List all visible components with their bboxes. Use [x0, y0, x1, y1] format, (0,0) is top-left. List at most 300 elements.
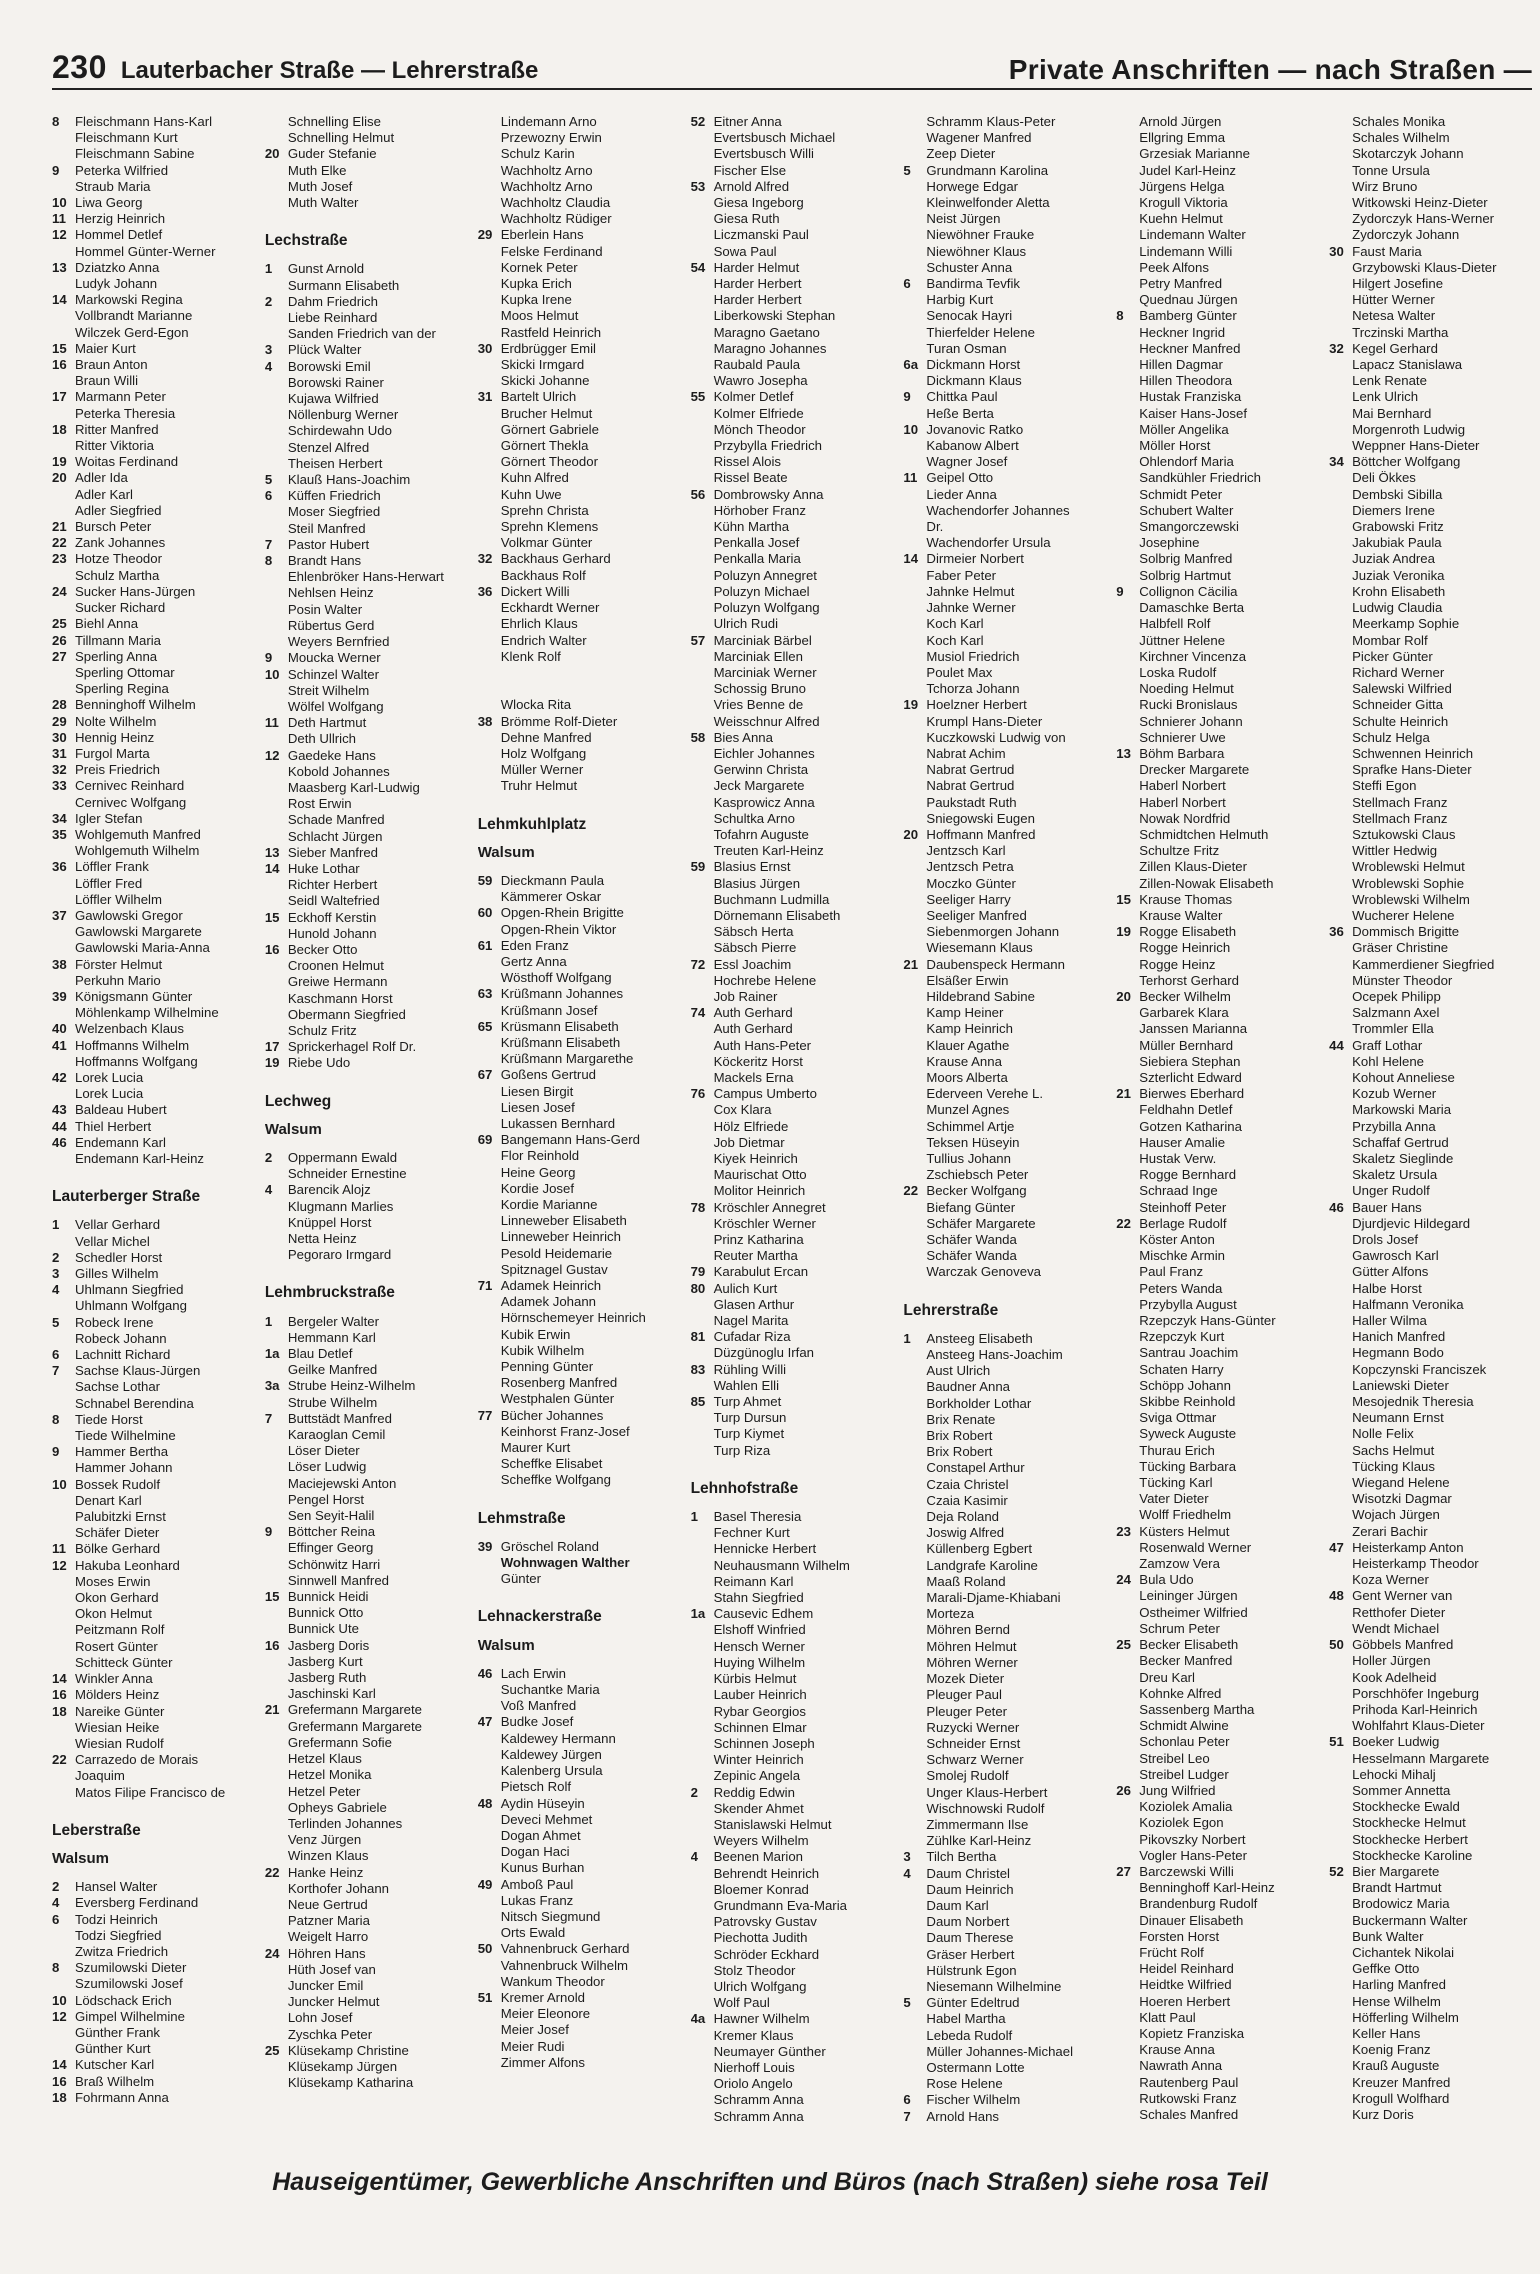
directory-entry	[478, 1747, 681, 1763]
directory-entry	[691, 876, 894, 892]
resident-name: Schneider Ernestine	[287, 1166, 407, 1182]
house-number: 13	[1116, 745, 1131, 761]
resident-name: Tullius Johann	[926, 1151, 1011, 1166]
directory-entry	[1329, 1491, 1532, 1507]
resident-name: Arnold Alfred	[713, 178, 790, 194]
resident-name: Meerkamp Sophie	[1352, 616, 1460, 632]
resident-name: Gotzen Katharina	[1139, 1118, 1242, 1134]
directory-entry	[478, 697, 681, 713]
directory-entry	[478, 487, 681, 503]
resident-name: Schade Manfred	[287, 812, 385, 828]
resident-name: Zeep Dieter	[926, 146, 996, 162]
directory-entry	[52, 1944, 255, 1960]
directory-entry	[1116, 1378, 1319, 1394]
directory-entry	[478, 1327, 681, 1343]
footer-note: Hauseigentümer, Gewerbliche Anschriften und Büros (nach Straßen) siehe rosa Teil	[272, 2168, 1268, 2196]
resident-name: Todzi Siegfried	[75, 1927, 162, 1943]
resident-name: Petry Manfred	[1139, 276, 1223, 292]
resident-name: Zerari Bachir	[1352, 1523, 1428, 1539]
resident-name: Koch Karl	[926, 616, 984, 632]
directory-entry	[903, 1785, 1106, 1801]
directory-entry	[1329, 973, 1532, 989]
resident-name: Muth Josef	[287, 178, 353, 194]
house-number: 15	[52, 340, 67, 356]
resident-name: Schaffaf Gertrud	[1352, 1134, 1449, 1150]
resident-name: Weppner Hans-Dieter	[1352, 438, 1480, 454]
resident-name: Ansteeg Hans-Joachim	[926, 1347, 1063, 1363]
resident-name: Nabrat Gertrud	[926, 778, 1015, 794]
resident-name: Steinhoff Peter	[1139, 1199, 1227, 1215]
directory-entry	[1116, 1475, 1319, 1491]
resident-name: Karaoglan Cemil	[287, 1427, 386, 1443]
resident-name: Möhren Bernd	[926, 1622, 1010, 1638]
resident-name: Maragno Gaetano	[713, 324, 820, 340]
house-number: 24	[264, 1945, 280, 1961]
directory-entry	[52, 908, 255, 924]
resident-name: Backhaus Gerhard	[500, 551, 611, 567]
resident-name: Gertz Anna	[500, 953, 567, 969]
resident-name: Damaschke Berta	[1139, 600, 1245, 616]
resident-name: Hoelzner Herbert	[926, 697, 1027, 713]
directory-entry	[903, 2060, 1106, 2076]
directory-entry	[903, 260, 1106, 276]
resident-name: Unger Rudolf	[1352, 1183, 1430, 1199]
directory-entry	[1116, 1994, 1319, 2010]
resident-name: Steil Manfred	[287, 520, 366, 536]
directory-entry	[691, 406, 894, 422]
directory-entry	[478, 970, 681, 986]
directory-entry	[478, 1731, 681, 1747]
directory-entry	[903, 1736, 1106, 1752]
resident-name: Günther Kurt	[75, 2041, 151, 2057]
directory-entry	[1329, 1119, 1532, 1135]
directory-entry	[52, 1558, 255, 1574]
directory-entry	[903, 1590, 1106, 1606]
resident-name: Sprafke Hans-Dieter	[1352, 762, 1472, 778]
district-heading: Walsum	[264, 1120, 322, 1138]
house-number: 30	[52, 729, 67, 745]
directory-entry	[265, 391, 468, 407]
directory-entry	[1329, 1232, 1532, 1248]
directory-entry	[265, 634, 468, 650]
directory-entry	[265, 1362, 468, 1378]
resident-name: Dieckmann Paula	[500, 872, 605, 888]
directory-entry	[52, 827, 255, 843]
directory-entry	[478, 873, 681, 889]
resident-name: Wohlgemuth Manfred	[75, 826, 201, 842]
directory-entry	[903, 1574, 1106, 1590]
resident-name: Küffen Friedrich	[287, 488, 381, 504]
resident-name: Sztukowski Claus	[1352, 826, 1456, 842]
directory-entry	[1329, 1151, 1532, 1167]
house-number: 36	[52, 859, 67, 875]
directory-entry	[691, 1232, 894, 1248]
directory-entry	[691, 1947, 894, 1963]
resident-name: Endemann Karl-Heinz	[75, 1151, 205, 1166]
house-number: 30	[477, 340, 493, 356]
resident-name: Kozub Werner	[1352, 1086, 1437, 1102]
directory-entry	[691, 714, 894, 730]
directory-entry	[478, 1100, 681, 1116]
resident-name: Wittler Hedwig	[1352, 843, 1438, 859]
directory-entry	[52, 1102, 255, 1118]
resident-name: Münster Theodor	[1352, 972, 1453, 988]
directory-entry	[1329, 1443, 1532, 1459]
directory-entry	[478, 1148, 681, 1164]
resident-name: Sachse Klaus-Jürgen	[75, 1363, 201, 1379]
resident-name: Meier Rudi	[500, 2038, 565, 2054]
resident-name: Krüßmann Margarethe	[500, 1051, 634, 1067]
resident-name: Rogge Heinz	[1139, 956, 1216, 972]
resident-name: Hommel Günter-Werner	[75, 243, 216, 259]
resident-name: Heße Berta	[926, 405, 994, 421]
directory-entry	[1329, 1524, 1532, 1540]
resident-name: Borowski Emil	[287, 358, 371, 374]
directory-entry	[903, 1995, 1106, 2011]
resident-name: Heisterkamp Anton	[1352, 1539, 1464, 1555]
resident-name: Schwarz Werner	[926, 1752, 1024, 1768]
directory-entry	[691, 1183, 894, 1199]
directory-entry	[1116, 1977, 1319, 1993]
resident-name: Wiegand Helene	[1352, 1475, 1450, 1491]
resident-name: Schwennen Heinrich	[1352, 745, 1474, 761]
resident-name: Kalenberg Ursula	[500, 1763, 603, 1779]
resident-name: Adler Ida	[75, 470, 128, 486]
resident-name: Rühling Willi	[713, 1361, 787, 1377]
directory-entry	[691, 811, 894, 827]
street-heading: Lehnackerstraße	[477, 1608, 602, 1626]
resident-name: Hanich Manfred	[1352, 1329, 1446, 1345]
directory-entry	[1116, 795, 1319, 811]
resident-name: Solbrig Manfred	[1139, 551, 1233, 567]
resident-name: Halfmann Veronika	[1352, 1296, 1464, 1312]
directory-entry	[52, 114, 255, 130]
directory-entry	[478, 1262, 681, 1278]
directory-entry	[265, 488, 468, 504]
resident-name: Sperling Ottomar	[75, 664, 175, 680]
directory-entry	[1329, 1605, 1532, 1621]
directory-entry	[52, 714, 255, 730]
resident-name: Plück Walter	[287, 342, 362, 358]
resident-name: Kremer Klaus	[713, 2027, 794, 2043]
resident-name: Juncker Emil	[287, 1977, 364, 1993]
resident-name: Hegmann Bodo	[1352, 1345, 1444, 1361]
resident-name: Wroblewski Helmut	[1352, 859, 1465, 875]
directory-entry	[691, 649, 894, 665]
resident-name: Salzmann Axel	[1352, 1005, 1440, 1021]
resident-name: Harling Manfred	[1352, 1977, 1446, 1993]
resident-name: Lorek Lucia	[75, 1069, 144, 1085]
resident-name: Dinauer Elisabeth	[1139, 1912, 1244, 1928]
directory-entry	[265, 261, 468, 277]
directory-entry	[1116, 1491, 1319, 1507]
resident-name: Picker Günter	[1352, 648, 1433, 664]
directory-entry	[691, 1167, 894, 1183]
directory-entry	[478, 600, 681, 616]
directory-entry	[1116, 1913, 1319, 1929]
house-number: 7	[264, 536, 273, 552]
house-number: 15	[264, 1589, 280, 1605]
resident-name: Karabulut Ercan	[713, 1264, 809, 1280]
resident-name: Kuehn Helmut	[1139, 211, 1223, 227]
resident-name: Ritter Manfred	[75, 421, 159, 437]
directory-entry	[478, 163, 681, 179]
directory-entry	[265, 2059, 468, 2075]
resident-name: Gawlowski Gregor	[75, 907, 183, 923]
directory-entry	[265, 1199, 468, 1215]
directory-entry	[1116, 1621, 1319, 1637]
resident-name: Streit Wilhelm	[287, 682, 370, 698]
resident-name: Okon Gerhard	[75, 1590, 159, 1606]
directory-entry	[903, 357, 1106, 373]
directory-entry	[903, 1038, 1106, 1054]
directory-entry	[265, 1314, 468, 1330]
directory-entry	[691, 2044, 894, 2060]
directory-entry	[1329, 1621, 1532, 1637]
resident-name: Przybylla August	[1139, 1296, 1237, 1312]
directory-entry	[478, 1666, 681, 1682]
resident-name: Wendt Michael	[1352, 1620, 1440, 1636]
resident-name: Kunus Burhan	[500, 1860, 585, 1876]
directory-column	[52, 114, 255, 2126]
resident-name: Bier Margarete	[1352, 1863, 1440, 1879]
house-number: 53	[690, 178, 706, 194]
directory-entry	[1329, 130, 1532, 146]
directory-entry	[1329, 908, 1532, 924]
resident-name: Wiesian Rudolf	[75, 1735, 164, 1751]
directory-entry	[1116, 1086, 1319, 1102]
directory-entry	[691, 551, 894, 567]
resident-name: Hensch Werner	[713, 1638, 805, 1654]
directory-entry	[903, 503, 1106, 519]
directory-entry	[265, 1346, 468, 1362]
directory-entry	[691, 1281, 894, 1297]
directory-entry	[478, 681, 681, 697]
directory-entry	[903, 195, 1106, 211]
resident-name: Rost Erwin	[287, 796, 352, 812]
directory-entry	[691, 308, 894, 324]
directory-entry	[265, 537, 468, 553]
resident-name: Loska Rudolf	[1139, 664, 1217, 680]
resident-name: Paul Franz	[1139, 1264, 1204, 1280]
directory-entry	[52, 1151, 255, 1167]
directory-entry	[1116, 665, 1319, 681]
resident-name: Glasen Arthur	[713, 1296, 795, 1312]
directory-entry	[903, 227, 1106, 243]
resident-name: Kohl Helene	[1352, 1053, 1424, 1069]
resident-name: Säbsch Pierre	[713, 940, 797, 956]
directory-entry	[52, 211, 255, 227]
resident-name: Wirz Bruno	[1352, 178, 1418, 194]
directory-entry	[691, 957, 894, 973]
resident-name: Becker Wilhelm	[1139, 988, 1231, 1004]
directory-column	[265, 114, 468, 2126]
directory-entry	[903, 114, 1106, 130]
resident-name: Feldhahn Detlef	[1139, 1102, 1233, 1118]
house-number: 23	[52, 551, 67, 567]
resident-name: Schultka Arno	[713, 810, 795, 826]
resident-name: Zamzow Vera	[1139, 1556, 1220, 1572]
resident-name: Kaschmann Horst	[287, 990, 393, 1006]
directory-entry	[1116, 1054, 1319, 1070]
directory-entry	[478, 649, 681, 665]
resident-name: Blasius Jürgen	[713, 875, 801, 891]
resident-name: Klenk Rolf	[500, 648, 561, 664]
directory-entry	[1329, 1588, 1532, 1604]
directory-entry	[478, 1539, 681, 1555]
resident-name: Kreuzer Manfred	[1352, 2074, 1451, 2090]
house-number: 9	[903, 389, 911, 405]
directory-entry	[478, 357, 681, 373]
directory-entry	[903, 1639, 1106, 1655]
directory-entry	[1116, 1686, 1319, 1702]
house-number: 21	[264, 1702, 280, 1718]
directory-entry	[691, 892, 894, 908]
directory-entry	[1329, 308, 1532, 324]
resident-name: Czaia Kasimir	[926, 1492, 1008, 1508]
resident-name: Treuten Karl-Heinz	[713, 843, 824, 859]
resident-name: Zydorczyk Hans-Werner	[1352, 211, 1495, 227]
resident-name: Daum Christel	[926, 1865, 1010, 1881]
resident-name: Bergeler Walter	[287, 1313, 379, 1329]
resident-name: Markowski Regina	[75, 292, 183, 308]
resident-name: Kammerdiener Siegfried	[1352, 956, 1495, 972]
resident-name: Cufadar Riza	[713, 1329, 791, 1345]
directory-entry	[265, 456, 468, 472]
directory-entry	[478, 889, 681, 905]
directory-entry	[1116, 730, 1319, 746]
directory-entry	[1116, 568, 1319, 584]
house-number: 1	[264, 261, 273, 277]
directory-entry	[691, 2028, 894, 2044]
directory-entry	[903, 568, 1106, 584]
house-number: 27	[52, 648, 67, 664]
resident-name: Djurdjevic Hildegard	[1352, 1215, 1471, 1231]
resident-name: Müller Johannes-Michael	[926, 2043, 1074, 2059]
resident-name: Mesojednik Theresia	[1352, 1394, 1474, 1410]
directory-entry	[1116, 1572, 1319, 1588]
directory-entry	[265, 1395, 468, 1411]
directory-entry	[1329, 244, 1532, 260]
directory-entry	[52, 1622, 255, 1638]
resident-name: Przewozny Erwin	[500, 130, 602, 146]
resident-name: Giesa Ingeborg	[713, 195, 804, 211]
directory-entry	[52, 551, 255, 567]
resident-name: Böhm Barbara	[1139, 745, 1225, 761]
directory-entry	[691, 1345, 894, 1361]
directory-entry	[1329, 568, 1532, 584]
directory-entry	[265, 715, 468, 731]
resident-name: Möhren Helmut	[926, 1638, 1017, 1654]
house-number: 4	[690, 1849, 698, 1865]
directory-entry	[691, 114, 894, 130]
house-number: 36	[1329, 924, 1344, 940]
resident-name: Poulet Max	[926, 664, 993, 680]
resident-name: Grzesiak Marianne	[1139, 146, 1250, 162]
resident-name: Jasberg Kurt	[287, 1653, 363, 1669]
directory-entry	[903, 2044, 1106, 2060]
directory-entry	[265, 1508, 468, 1524]
directory-entry	[1329, 1799, 1532, 1815]
resident-name: Robeck Johann	[75, 1330, 167, 1346]
directory-entry	[52, 665, 255, 681]
resident-name: Dahm Friedrich	[287, 293, 378, 309]
directory-entry	[691, 1054, 894, 1070]
resident-name: Lach Erwin	[500, 1665, 566, 1681]
resident-name: Musiol Friedrich	[926, 648, 1020, 664]
resident-name: Düzgünoglu Irfan	[713, 1345, 815, 1361]
directory-entry	[1116, 633, 1319, 649]
directory-entry	[265, 991, 468, 1007]
resident-name: Klugmann Marlies	[287, 1198, 394, 1214]
resident-name: Grefermann Margarete	[287, 1702, 422, 1718]
directory-entry	[1116, 697, 1319, 713]
resident-name: Bangemann Hans-Gerd	[500, 1132, 640, 1148]
directory-entry	[691, 2092, 894, 2108]
directory-entry	[903, 843, 1106, 859]
directory-entry	[691, 341, 894, 357]
resident-name: Smolej Rudolf	[926, 1768, 1009, 1784]
directory-entry	[691, 1785, 894, 1801]
directory-entry	[1329, 1929, 1532, 1945]
directory-entry	[1329, 373, 1532, 389]
resident-name: Skaletz Sieglinde	[1352, 1151, 1454, 1166]
resident-name: Skender Ahmet	[713, 1800, 804, 1816]
directory-entry	[903, 730, 1106, 746]
directory-entry	[1116, 1151, 1319, 1167]
directory-entry	[691, 146, 894, 162]
resident-name: Jürgens Helga	[1139, 178, 1225, 194]
resident-name: Fischer Else	[713, 162, 787, 178]
resident-name: Sprickerhagel Rolf Dr.	[287, 1039, 417, 1055]
resident-name: Thiel Herbert	[75, 1118, 152, 1134]
directory-entry	[52, 292, 255, 308]
directory-entry	[691, 1606, 894, 1622]
directory-entry	[1116, 276, 1319, 292]
resident-name: Schirdewahn Udo	[287, 423, 392, 439]
resident-name: Kopietz Franziska	[1139, 2025, 1245, 2041]
directory-entry	[903, 244, 1106, 260]
house-number: 9	[52, 1444, 60, 1460]
directory-entry	[1116, 2042, 1319, 2058]
directory-entry	[265, 1540, 468, 1556]
resident-name: Molitor Heinrich	[713, 1183, 806, 1199]
directory-entry	[691, 940, 894, 956]
directory-entry	[265, 974, 468, 990]
resident-name: Ansteeg Elisabeth	[926, 1330, 1033, 1346]
directory-entry	[478, 1974, 681, 1990]
directory-entry	[1116, 1896, 1319, 1912]
directory-entry	[1116, 1264, 1319, 1280]
directory-entry	[265, 764, 468, 780]
directory-entry	[52, 649, 255, 665]
house-number: 11	[903, 470, 918, 486]
directory-entry	[52, 1298, 255, 1314]
directory-entry	[1329, 1183, 1532, 1199]
directory-entry	[903, 762, 1106, 778]
resident-name: Rissel Beate	[713, 470, 788, 486]
resident-name: Kiyek Heinrich	[713, 1151, 798, 1166]
resident-name: Voß Manfred	[500, 1698, 577, 1714]
resident-name: Schneider Ernst	[926, 1735, 1021, 1751]
directory-entry	[265, 1247, 468, 1263]
resident-name: Wachendorfer Ursula	[926, 535, 1051, 551]
directory-entry	[265, 407, 468, 423]
directory-entry	[478, 938, 681, 954]
resident-name: Müller Bernhard	[1139, 1037, 1234, 1053]
directory-entry	[903, 341, 1106, 357]
resident-name: Kordie Marianne	[500, 1197, 598, 1212]
